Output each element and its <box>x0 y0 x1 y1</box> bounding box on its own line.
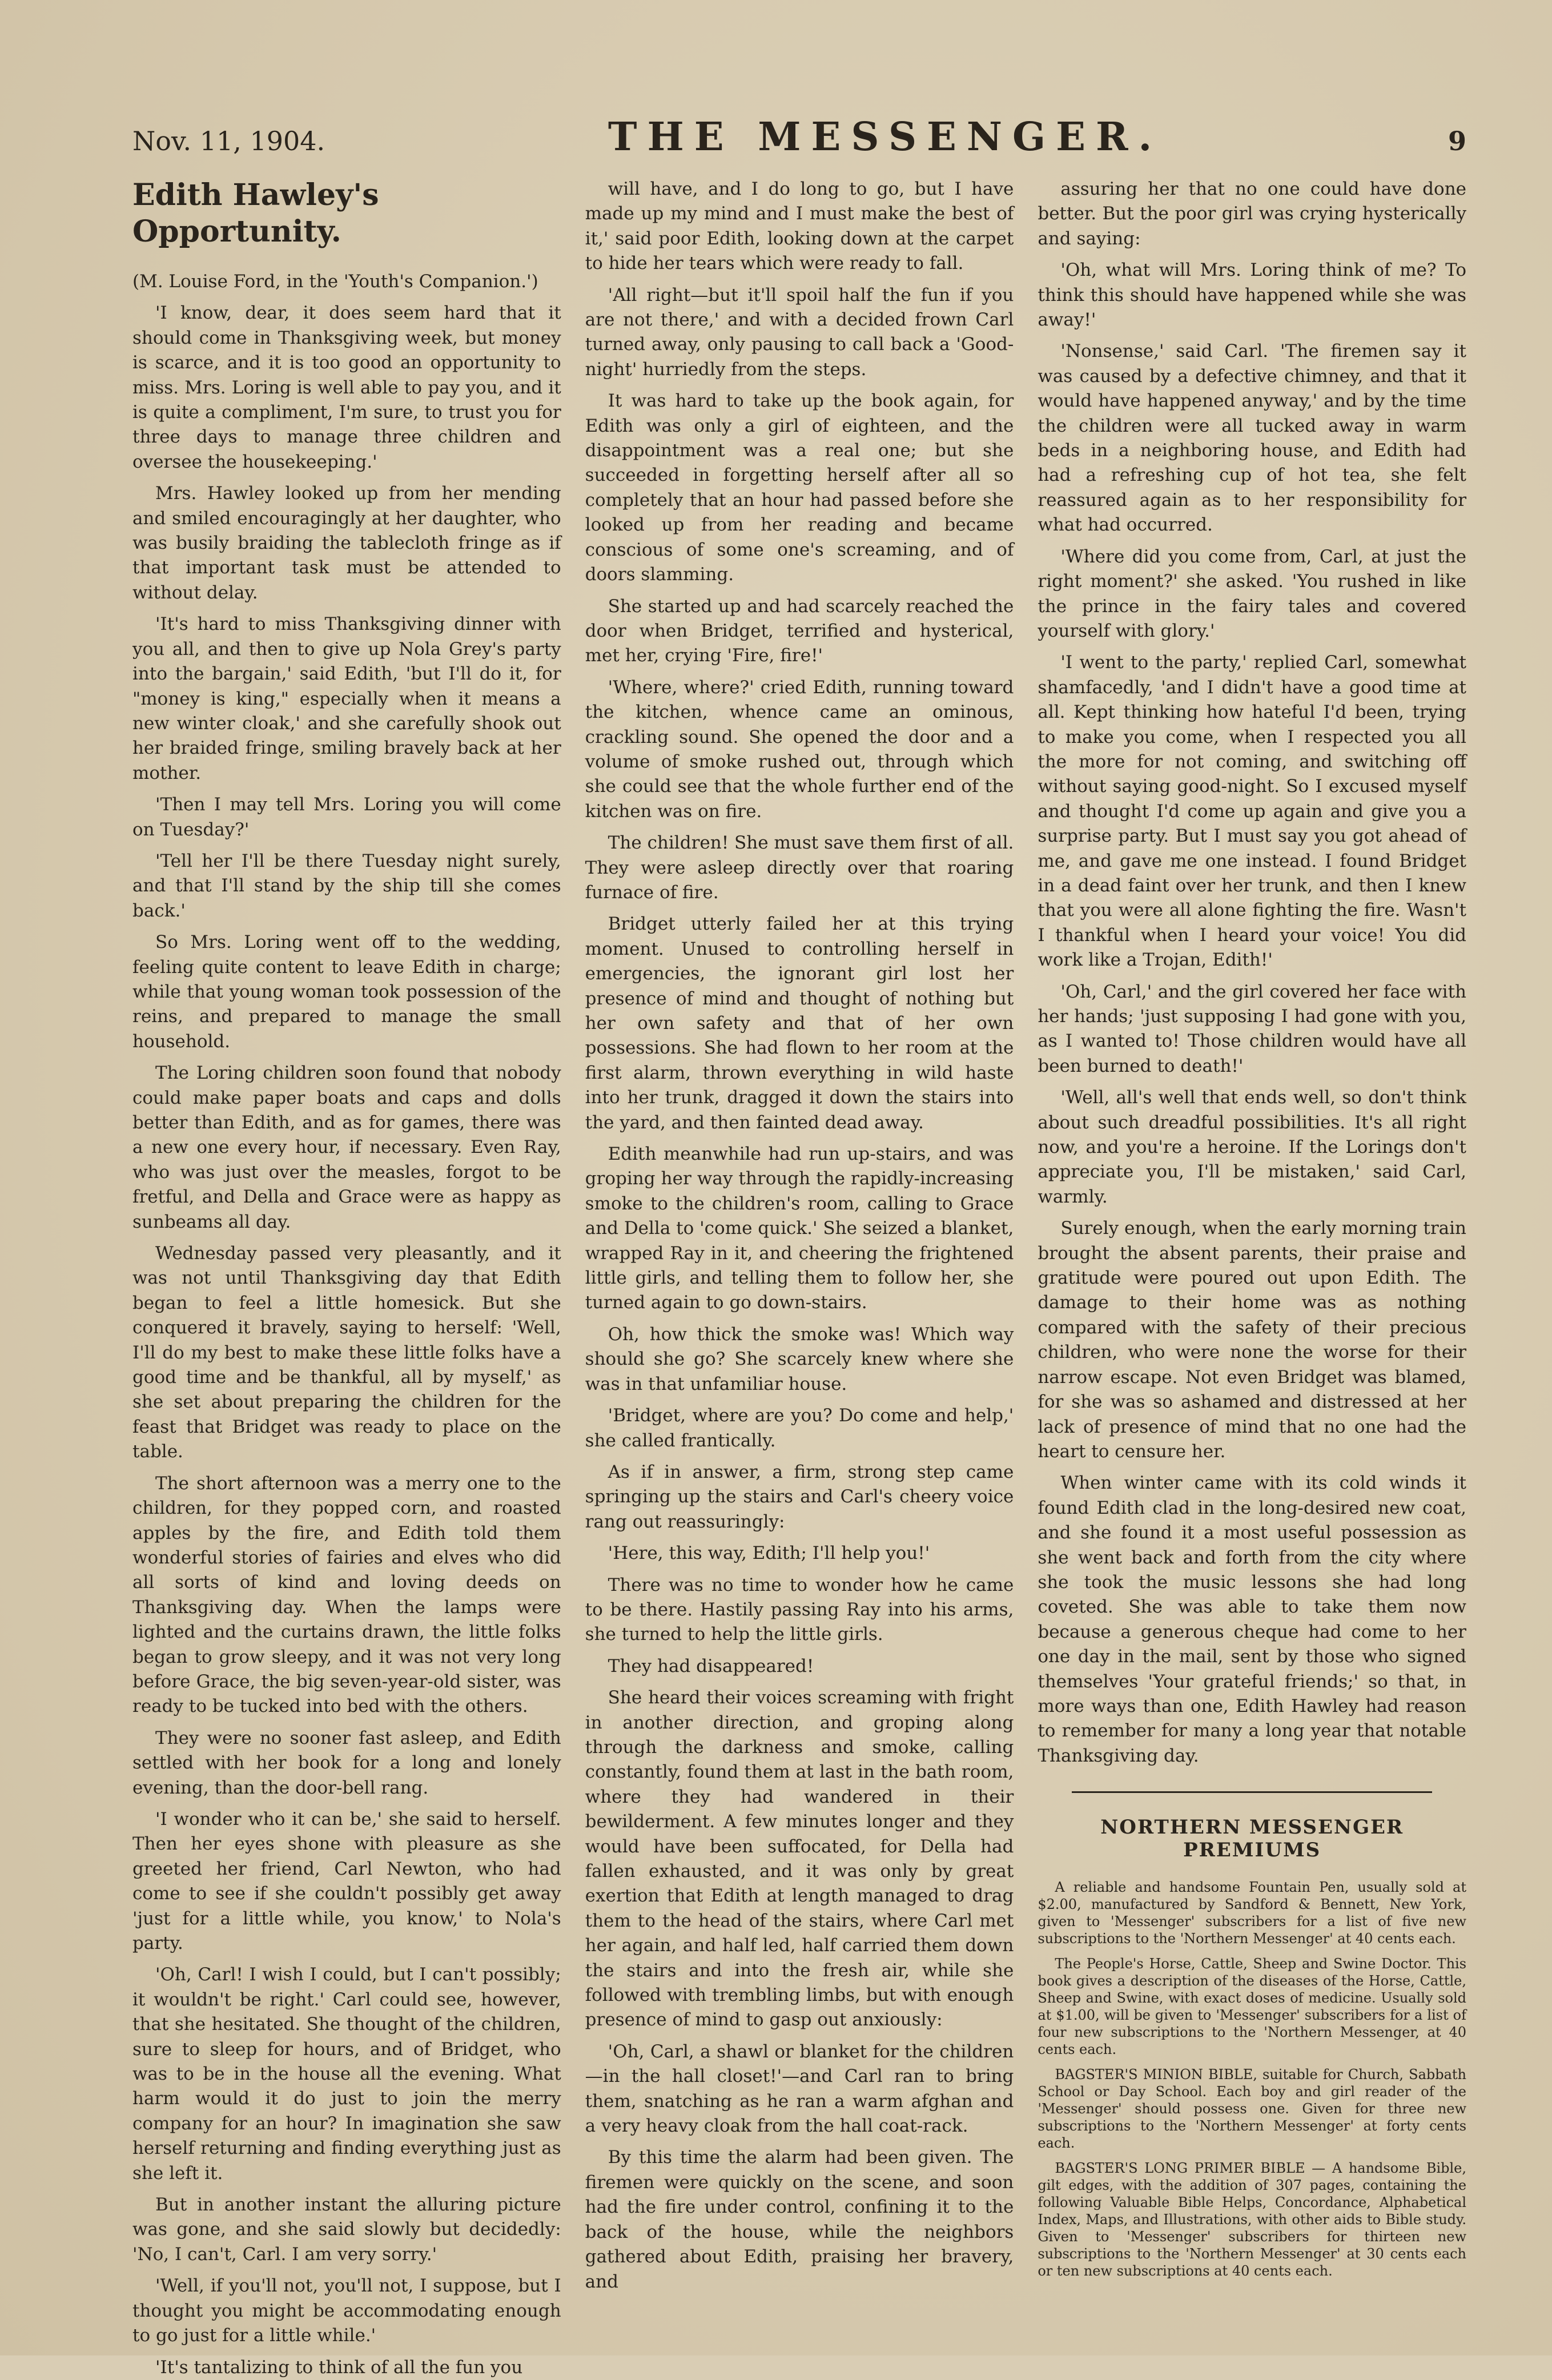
paragraph: Wednesday passed very pleasantly, and it was not until Thanksgiving day that Edith began to feel a little homesick. But she conquered it bravely, saying to herself: 'Well, I'll do my best to make these little folks have a good time and be thankful, all by myself,' as she set about preparing the children for the feast that Bridget was ready to place on the table. <box>132 1243 561 1462</box>
page-number: 9 <box>1448 126 1466 156</box>
paragraph: 'Well, all's well that ends well, so don't think about such dreadful possibilities. It's all right now, and you're a heroine. If the Lorings don't appreciate you, I'll be mistaken,' said Carl, warmly. <box>1038 1087 1467 1207</box>
paragraph: 'Oh, Carl! I wish I could, but I can't possibly; it wouldn't be right.' Carl could see, however, that she hesitated. She thought of the children, sure to sleep for hours, and of Bridget, who was to be in the house all the evening. What harm would it do just to join the merry company for an hour? In imagination she saw herself returning and finding everything just as she left it. <box>132 1964 561 2184</box>
premium-item: BAGSTER'S MINION BIBLE, suitable for Church, Sabbath School or Day School. Each boy and girl reader of the 'Messenger' should possess one. Given for three new subscriptions to the 'Northern Messenger' at forty cents each. <box>1038 2067 1467 2152</box>
paragraph: 'Where, where?' cried Edith, running toward the kitchen, whence came an ominous, crackling sound. She opened the door and a volume of smoke rushed out, through which she could see that the whole further end of the kitchen was on fire. <box>585 677 1014 822</box>
paragraph: 'Then I may tell Mrs. Loring you will come on Tuesday?' <box>132 794 561 840</box>
paragraph: 'Bridget, where are you? Do come and help,' she called frantically. <box>585 1405 1014 1451</box>
column-1 <box>132 177 561 2378</box>
paragraph: 'It's tantalizing to think of all the fun you <box>155 2357 523 2378</box>
paragraph: By this time the alarm had been given. The firemen were quickly on the scene, and soon had the fire under control, confining it to the back of the house, while the neighbors gathered about Edith, praising her bravery, and <box>585 2147 1014 2292</box>
column-2 <box>585 177 1014 2335</box>
paragraph: But in another instant the alluring picture was gone, and she said slowly but decidedly: 'No, I can't, Carl. I am very sorry.' <box>132 2194 561 2265</box>
paragraph: When winter came with its cold winds it found Edith clad in the long-desired new coat, and she found it a most useful possession as she went back and forth from the city where she took the music lessons she had long coveted. She was able to take them now because a generous cheque had come to her one day in the mail, sent by those who signed themselves 'Your grateful friends;' so that, in more ways than one, Edith Hawley had reason to remember for many a long year that notable Thanksgiving day. <box>1038 1473 1467 1766</box>
paragraph: It was hard to take up the book again, for Edith was only a girl of eighteen, and the disappointment was a real one; but she succeeded in forgetting herself after all so completely that an hour had passed before she looked up from her reading and became conscious of some one's screaming, and of doors slamming. <box>585 391 1014 585</box>
article-columns <box>132 177 1467 2378</box>
paragraph: As if in answer, a firm, strong step came springing up the stairs and Carl's cheery voice rang out reassuringly: <box>585 1461 1014 1532</box>
paragraph: Surely enough, when the early morning train brought the absent parents, their praise and gratitude were poured out upon Edith. The damage to their home was as nothing compared with the safety of their precious children, who were none the worse for their narrow escape. Not even Bridget was blamed, for she was so ashamed and distressed at her lack of presence of mind that no one had the heart to censure her. <box>1038 1218 1467 1462</box>
paragraph: 'Oh, Carl,' and the girl covered her face with her hands; 'just supposing I had gone with you, as I wanted to! Those children would have all been burned to death!' <box>1038 981 1467 1076</box>
section-divider <box>1072 1791 1432 1793</box>
paragraph: 'Tell her I'll be there Tuesday night surely, and that I'll stand by the ship till she comes back.' <box>132 850 561 921</box>
premium-item: The People's Horse, Cattle, Sheep and Swine Doctor. This book gives a description of the diseases of the Horse, Cattle, Sheep and Swine, with exact doses of medicine. Usually sold at $1.00, will be given to 'Messenger' subscribers for a list of four new subscriptions to the 'Northern Messenger, at 40 cents each. <box>1038 1956 1467 2058</box>
paragraph: 'All right—but it'll spoil half the fun if you are not there,' and with a decided frown Carl turned away, only pausing to call back a 'Good-night' hurriedly from the steps. <box>585 284 1014 380</box>
paragraph: She heard their voices screaming with fright in another direction, and groping along through the darkness and smoke, calling constantly, found them at last in the bath room, where they had wandered in their bewilderment. A few minutes longer and they would have been suffocated, for Della had fallen exhausted, and it was only by great exertion that Edith at length managed to drag them to the head of the stairs, where Carl met her again, and half led, half carried them down the stairs and into the fresh air, while she followed with trembling limbs, but with enough presence of mind to gasp out anxiously: <box>585 1687 1014 2031</box>
article-byline: (M. Louise Ford, in the 'Youth's Companion.') <box>132 271 538 292</box>
paragraph: The short afternoon was a merry one to the children, for they popped corn, and roasted apples by the fire, and Edith told them wonderful stories of fairies and elves who did all sorts of kind and loving deeds on Thanksgiving day. When the lamps were lighted and the curtains drawn, the little folks began to grow sleepy, and it was not very long before Grace, the big seven-year-old sister, was ready to be tucked into bed with the others. <box>132 1473 561 1717</box>
paragraph: She started up and had scarcely reached the door when Bridget, terrified and hysterical, met her, crying 'Fire, fire!' <box>585 596 1014 666</box>
paragraph: The children! She must save them first of all. They were asleep directly over that roaring furnace of fire. <box>585 833 1014 903</box>
paragraph: 'Oh, what will Mrs. Loring think of me? To think this should have happened while she was away!' <box>1038 260 1467 331</box>
premiums-heading: NORTHERN MESSENGER PREMIUMS <box>1100 1816 1404 1862</box>
paragraph: Edith meanwhile had run up-stairs, and was groping her way through the rapidly-increasing smoke to the children's room, calling to Grace and Della to 'come quick.' She seized a blanket, wrapped Ray in it, and cheering the frightened little girls, and telling them to follow her, she turned again to go down-stairs. <box>585 1144 1014 1313</box>
paragraph: They had disappeared! <box>608 1655 814 1677</box>
paragraph: There was no time to wonder how he came to be there. Hastily passing Ray into his arms, she turned to help the little girls. <box>585 1574 1014 1645</box>
masthead <box>132 114 1466 160</box>
paragraph: 'It's hard to miss Thanksgiving dinner with you all, and then to give up Nola Grey's party into the bargain,' said Edith, 'but I'll do it, for "money is king," especially when it means a new winter cloak,' and she carefully shook out her braided fringe, smiling bravely back at her mother. <box>132 614 561 783</box>
paragraph: They were no sooner fast asleep, and Edith settled with her book for a long and lonely evening, than the door-bell rang. <box>132 1727 561 1798</box>
column-3-body <box>1038 177 1466 1768</box>
paragraph: 'Where did you come from, Carl, at just the right moment?' she asked. 'You rushed in like the prince in the fairy tales and covered yourself with glory.' <box>1038 546 1467 641</box>
paragraph: The Loring children soon found that nobody could make paper boats and caps and dolls better than Edith, and as for games, there was a new one every hour, if necessary. Even Ray, who was just over the measles, forgot to be fretful, and Della and Grace were as happy as sunbeams all day. <box>132 1063 561 1232</box>
paragraph: Mrs. Hawley looked up from her mending and smiled encouragingly at her daughter, who was busily braiding the tablecloth fringe as if that important task must be attended to without delay. <box>132 483 561 603</box>
paragraph: assuring her that no one could have done better. But the poor girl was crying hysterically and saying: <box>1038 179 1467 249</box>
paragraph: 'I wonder who it can be,' she said to herself. Then her eyes shone with pleasure as she greeted her friend, Carl Newton, who had come to see if she couldn't possibly get away 'just for a little while, you know,' to Nola's party. <box>132 1808 561 1953</box>
paragraph: So Mrs. Loring went off to the wedding, feeling quite content to leave Edith in charge; while that young woman took possession of the reins, and prepared to manage the small household. <box>132 932 561 1052</box>
premium-item: A reliable and handsome Fountain Pen, usually sold at $2.00, manufactured by Sandford & Bennett, New York, given to 'Messenger' subscribers for a list of five new subscriptions to the 'Northern Messenger' at 40 cents each. <box>1038 1879 1467 1947</box>
paragraph: 'I went to the party,' replied Carl, somewhat shamfacedly, 'and I didn't have a good time at all. Kept thinking how hateful I'd been, trying to make you come, when I respected you all the more for not coming, and switching off without saying good-night. So I excused myself and thought I'd come up again and give you a surprise party. But I must say you got ahead of me, and gave me one instead. I found Bridget in a dead faint over her trunk, and then I knew that you were all alone fighting the fire. Wasn't I thankful when I heard your voice! You did work like a Trojan, Edith!' <box>1038 652 1467 971</box>
paragraph: 'Oh, Carl, a shawl or blanket for the children—in the hall closet!'—and Carl ran to bring them, snatching as he ran a warm afghan and a very heavy cloak from the hall coat-rack. <box>585 2041 1014 2137</box>
paragraph: Oh, how thick the smoke was! Which way should she go? She scarcely knew where she was in that unfamiliar house. <box>585 1324 1014 1394</box>
premiums-list <box>1038 1879 1466 2280</box>
column-3 <box>1038 177 1466 2335</box>
paragraph: 'I know, dear, it does seem hard that it should come in Thanksgiving week, but money is scarce, and it is too good an opportunity to miss. Mrs. Loring is well able to pay you, and it is quite a compliment, I'm sure, to trust you for three days to manage three children and oversee the housekeeping.' <box>132 303 561 472</box>
issue-date: Nov. 11, 1904. <box>132 126 325 156</box>
paragraph: 'Nonsense,' said Carl. 'The firemen say it was caused by a defective chimney, and that it would have happened anyway,' and by the time the children were all tucked away in warm beds in a neighboring house, and Edith had had a refreshing cup of hot tea, she felt reassured again as to her responsibility for what had occurred. <box>1038 341 1467 536</box>
paragraph: 'Here, this way, Edith; I'll help you!' <box>608 1543 930 1564</box>
article-headline: Edith Hawley's Opportunity. <box>132 178 379 249</box>
paragraph: Bridget utterly failed her at this trying moment. Unused to controlling herself in emergencies, the ignorant girl lost her presence of mind and thought of nothing but her own safety and that of her own possessions. She had flown to her room at the first alarm, thrown everything in wild haste into her trunk, dragged it down the stairs into the yard, and then fainted dead away. <box>585 914 1014 1133</box>
newspaper-title: THE MESSENGER. <box>608 114 1163 160</box>
paragraph: 'Well, if you'll not, you'll not, I suppose, but I thought you might be accommodating enough to go just for a little while.' <box>132 2276 561 2346</box>
premium-item: BAGSTER'S LONG PRIMER BIBLE — A handsome Bible, gilt edges, with the addition of 307 pages, containing the following Valuable Bible Helps, Concordance, Alphabetical Index, Maps, and Illustrations, with other aids to Bible study. Given to 'Messenger' subscribers for thirteen new subscriptions to the 'Northern Messenger' at 30 cents each or ten new subscriptions at 40 cents each. <box>1038 2160 1467 2280</box>
paragraph: will have, and I do long to go, but I have made up my mind and I must make the best of it,' said poor Edith, looking down at the carpet to hide her tears which were ready to fall. <box>585 179 1014 274</box>
